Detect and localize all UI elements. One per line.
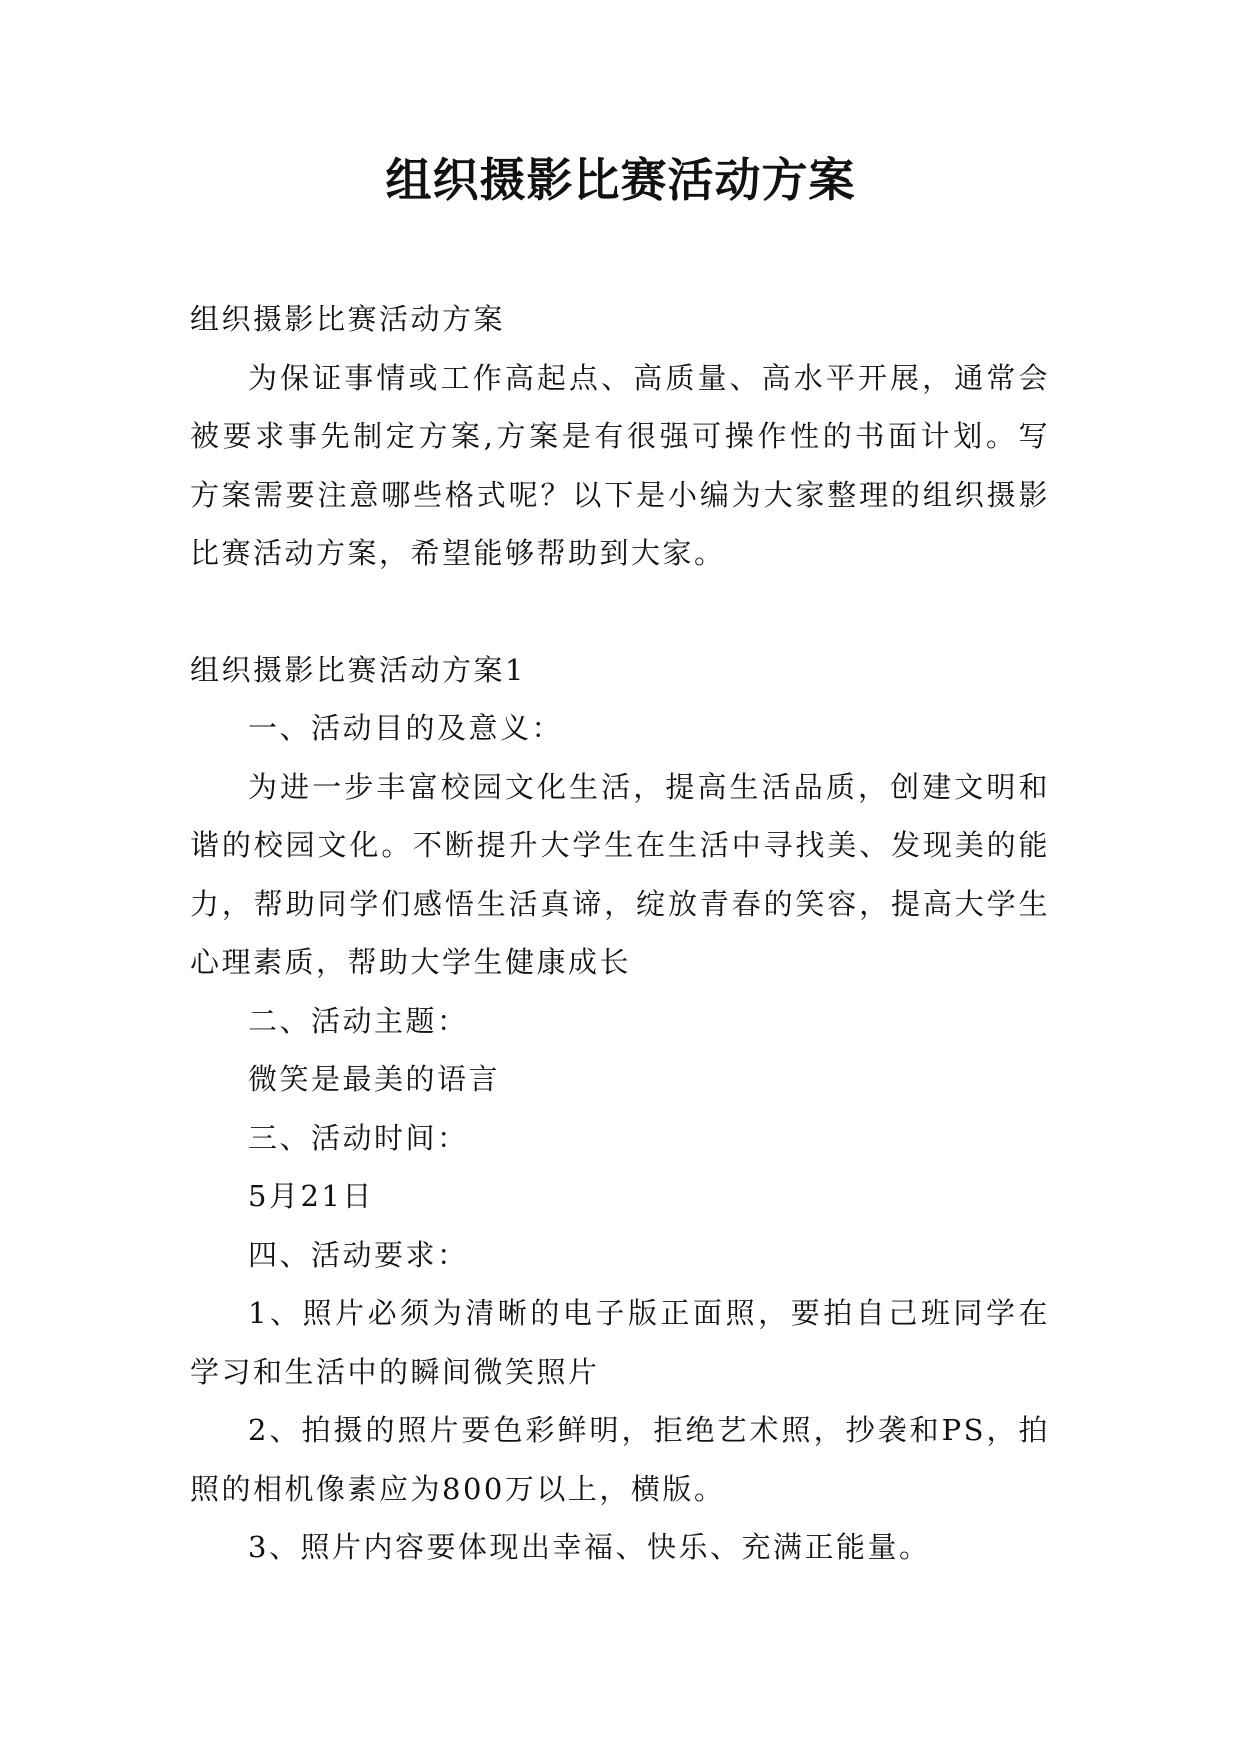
heading-requirements: 四、活动要求： <box>248 1237 469 1272</box>
requirement-2: 2、拍摄的照片要色彩鲜明，拒绝艺术照，抄袭和PS，拍照的相机像素应为800万以上，横版。 <box>190 1413 1050 1506</box>
requirement-3: 3、照片内容要体现出幸福、快乐、充满正能量。 <box>248 1530 931 1564</box>
document-body <box>190 290 1050 1577</box>
heading-time: 三、活动时间： <box>248 1120 469 1155</box>
document-title: 组织摄影比赛活动方案 <box>385 153 856 207</box>
theme-text: 微笑是最美的语言 <box>248 1062 501 1096</box>
requirement-1: 1、照片必须为清晰的电子版正面照，要拍自己班同学在学习和生活中的瞬间微笑照片 <box>190 1296 1050 1389</box>
purpose-paragraph: 为进一步丰富校园文化生活，提高生活品质，创建文明和谐的校园文化。不断提升大学生在生活中寻找美、发现美的能力，帮助同学们感悟生活真谛，绽放青春的笑容，提高大学生心理素质，帮助大学生健康成长 <box>190 769 1050 979</box>
date-text: 5月21日 <box>248 1179 374 1213</box>
paragraph-gap <box>190 583 1050 641</box>
document-subtitle: 组织摄影比赛活动方案 <box>190 302 506 336</box>
intro-paragraph: 为保证事情或工作高起点、高质量、高水平开展，通常会被要求事先制定方案,方案是有很强可操作性的书面计划。写方案需要注意哪些格式呢？以下是小编为大家整理的组织摄影比赛活动方案，希望能够帮助到大家。 <box>190 360 1050 570</box>
heading-theme: 二、活动主题： <box>248 1003 469 1038</box>
heading-purpose: 一、活动目的及意义： <box>248 711 564 745</box>
section-title: 组织摄影比赛活动方案1 <box>190 652 526 687</box>
